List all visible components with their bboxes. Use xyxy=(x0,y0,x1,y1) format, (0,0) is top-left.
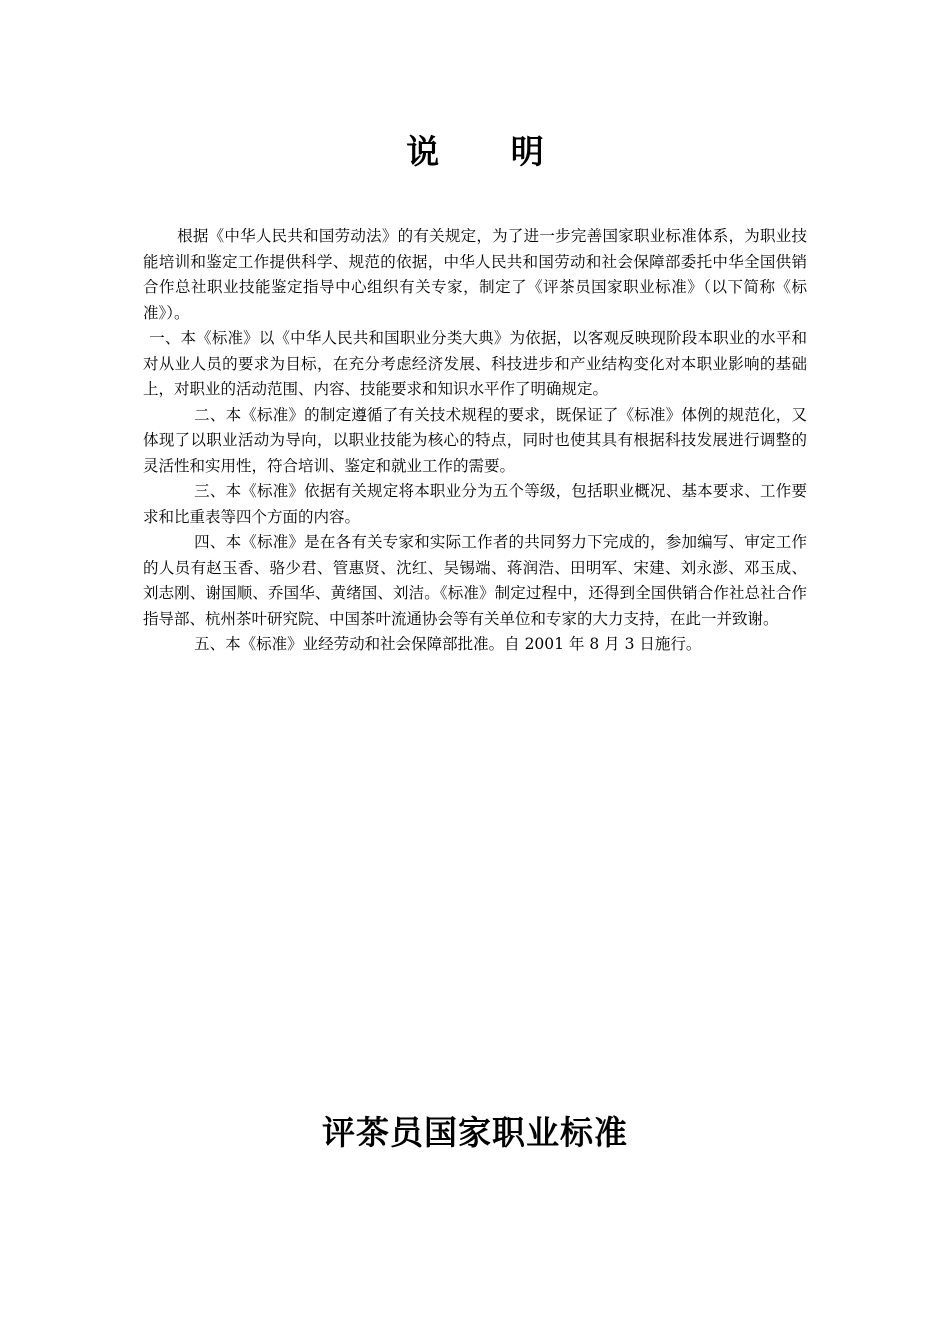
paragraph-two: 二、本《标准》的制定遵循了有关技术规程的要求，既保证了《标准》体例的规范化，又体现了以职业活动为导向，以职业技能为核心的特点，同时也使其具有根据科技发展进行调整的灵活性和实用性，符合培训、鉴定和就业工作的需要。 xyxy=(143,405,807,475)
paragraph-five: 五、本《标准》业经劳动和社会保障部批准。自 2001 年 8 月 3 日施行。 xyxy=(194,635,702,653)
paragraph-three: 三、本《标准》依据有关规定将本职业分为五个等级，包括职业概况、基本要求、工作要求和比重表等四个方面的内容。 xyxy=(143,482,807,526)
paragraph-four: 四、本《标准》是在各有关专家和实际工作者的共同努力下完成的，参加编写、审定工作的人员有赵玉香、骆少君、管惠贤、沈红、吴锡端、蒋润浩、田明军、宋建、刘永澎、邓玉成、刘志刚、谢国顺、乔国华、黄绪国、刘洁。《标准》制定过程中，还得到全国供销合作社总社合作指导部、杭州茶叶研究院、中国茶叶流通协会等有关单位和专家的大力支持，在此一并致谢。 xyxy=(143,533,807,628)
page-heading: 说 明 xyxy=(406,132,574,171)
body-text xyxy=(143,224,807,658)
paragraph-intro: 根据《中华人民共和国劳动法》的有关规定，为了进一步完善国家职业标准体系，为职业技能培训和鉴定工作提供科学、规范的依据，中华人民共和国劳动和社会保障部委托中华全国供销合作总社职业技能鉴定指导中心组织有关专家，制定了《评茶员国家职业标准》（以下简称《标准》）。 xyxy=(143,227,807,322)
standard-title: 评茶员国家职业标准 xyxy=(322,1113,628,1152)
paragraph-one: 一、本《标准》以《中华人民共和国职业分类大典》为依据，以客观反映现阶段本职业的水平和对从业人员的要求为目标，在充分考虑经济发展、科技进步和产业结构变化对本职业影响的基础上，对职业的活动范围、内容、技能要求和知识水平作了明确规定。 xyxy=(143,329,807,398)
